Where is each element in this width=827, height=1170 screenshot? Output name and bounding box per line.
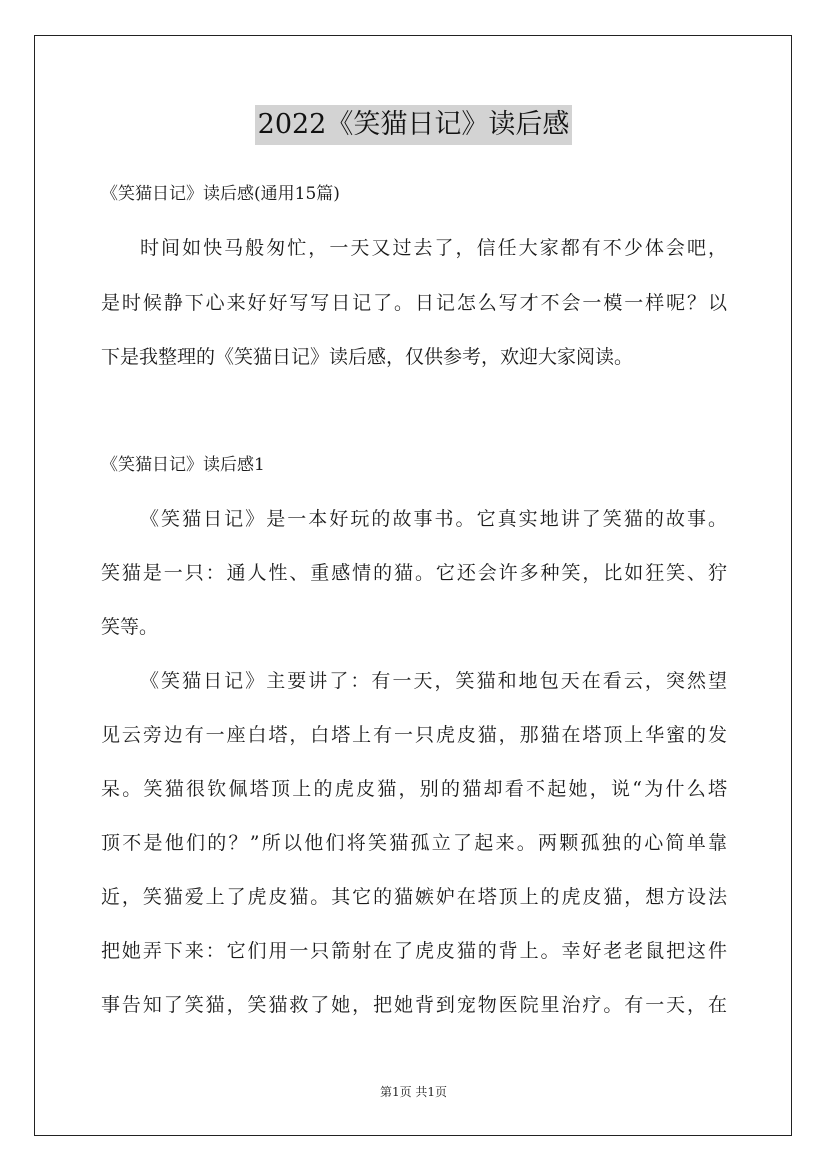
paragraph-line: 《笑猫日记》主要讲了：有一天，笑猫和地包天在看云，突然望: [140, 670, 727, 692]
intro-line: 时间如快马般匆忙，一天又过去了，信任大家都有不少体会吧，: [140, 237, 727, 259]
paragraph-line: 呆。笑猫很钦佩塔顶上的虎皮猫，别的猫却看不起她，说“为什么塔: [101, 778, 727, 800]
paragraph-line: 事告知了笑猫，笑猫救了她，把她背到宠物医院里治疗。有一天，在: [101, 994, 727, 1016]
paragraph-line: 把她弄下来：它们用一只箭射在了虎皮猫的背上。幸好老老鼠把这件: [101, 940, 727, 962]
paragraph-line: 近，笑猫爱上了虎皮猫。其它的猫嫉妒在塔顶上的虎皮猫，想方设法: [101, 886, 727, 908]
document-subtitle: 《笑猫日记》读后感(通用15篇): [101, 184, 340, 204]
intro-line: 下是我整理的《笑猫日记》读后感，仅供参考，欢迎大家阅读。: [101, 346, 634, 368]
paragraph-line: 《笑猫日记》是一本好玩的故事书。它真实地讲了笑猫的故事。: [140, 508, 727, 530]
paragraph-line: 笑等。: [101, 616, 159, 638]
paragraph-line: 顶不是他们的？”所以他们将笑猫孤立了起来。两颗孤独的心简单靠: [101, 832, 727, 854]
page-footer: 第1页 共1页: [379, 1085, 448, 1099]
paragraph-line: 见云旁边有一座白塔，白塔上有一只虎皮猫，那猫在塔顶上华蜜的发: [101, 724, 727, 746]
document-title: 2022《笑猫日记》读后感: [0, 103, 827, 145]
intro-line: 是时候静下心来好好写写日记了。日记怎么写才不会一模一样呢？以: [101, 292, 727, 314]
section-heading: 《笑猫日记》读后感1: [101, 455, 265, 475]
paragraph-line: 笑猫是一只：通人性、重感情的猫。它还会许多种笑，比如狂笑、狞: [101, 562, 727, 584]
